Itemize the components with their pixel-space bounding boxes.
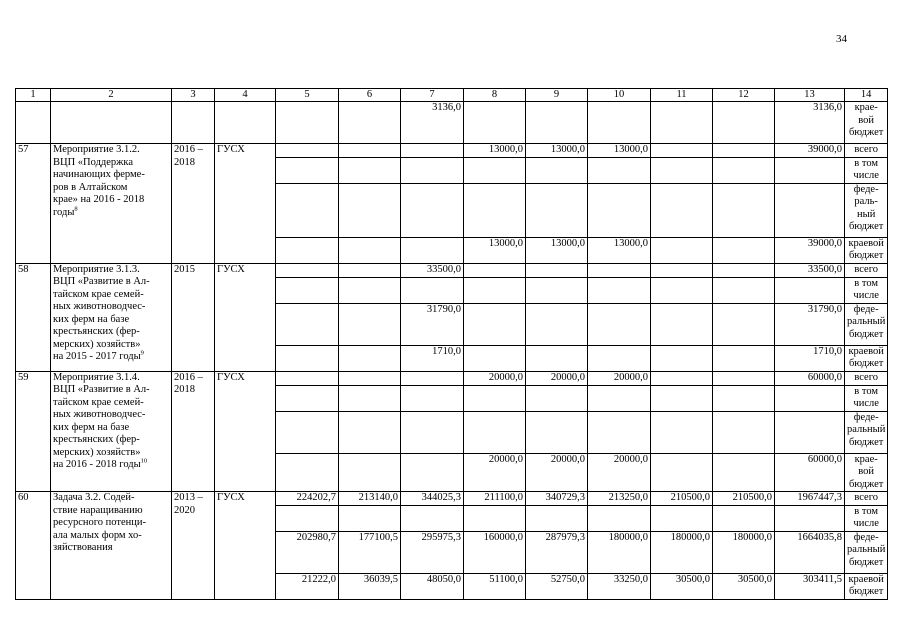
value-cell	[588, 277, 651, 303]
value-cell	[464, 263, 526, 277]
value-cell	[464, 385, 526, 411]
value-cell	[276, 263, 339, 277]
value-cell	[588, 385, 651, 411]
value-cell: 180000,0	[713, 531, 775, 573]
value-cell	[651, 453, 713, 492]
column-number: 14	[845, 89, 888, 102]
period: 2013 – 2020	[172, 492, 215, 600]
value-cell	[401, 505, 464, 531]
value-cell	[713, 183, 775, 237]
value-cell	[526, 102, 588, 144]
value-cell	[464, 411, 526, 453]
funding-source: феде- ральный бюджет	[845, 411, 888, 453]
value-cell	[651, 263, 713, 277]
value-cell	[651, 345, 713, 371]
value-cell	[713, 277, 775, 303]
value-cell	[464, 277, 526, 303]
value-cell	[588, 263, 651, 277]
value-cell	[339, 345, 401, 371]
page-number: 34	[836, 33, 847, 45]
value-cell	[651, 183, 713, 237]
row-number	[16, 102, 51, 144]
value-cell	[526, 157, 588, 183]
row-number: 60	[16, 492, 51, 600]
period	[172, 102, 215, 144]
value-cell	[713, 505, 775, 531]
value-cell	[339, 102, 401, 144]
column-number: 10	[588, 89, 651, 102]
value-cell	[339, 157, 401, 183]
footnote-mark: 10	[140, 457, 148, 465]
value-cell	[276, 102, 339, 144]
value-cell: 13000,0	[588, 237, 651, 263]
value-cell: 211100,0	[464, 492, 526, 506]
funding-source: крае- вой бюджет	[845, 102, 888, 144]
value-cell	[775, 385, 845, 411]
value-cell	[713, 385, 775, 411]
value-cell: 52750,0	[526, 573, 588, 599]
value-cell	[339, 505, 401, 531]
value-cell: 177100,5	[339, 531, 401, 573]
value-cell	[651, 277, 713, 303]
value-cell	[401, 183, 464, 237]
value-cell: 202980,7	[276, 531, 339, 573]
value-cell: 60000,0	[775, 371, 845, 385]
budget-table	[15, 88, 888, 600]
funding-source: всего	[845, 263, 888, 277]
funding-source: в том числе	[845, 385, 888, 411]
value-cell	[276, 183, 339, 237]
row-number: 58	[16, 263, 51, 371]
value-cell	[713, 303, 775, 345]
period: 2016 – 2018	[172, 144, 215, 264]
description-text: Задача 3.2. Содей- ствие наращиванию ресурсного потенци- ала малых форм хо- зяйствования	[53, 492, 146, 553]
value-cell	[713, 345, 775, 371]
value-cell: 20000,0	[526, 453, 588, 492]
value-cell	[588, 183, 651, 237]
description-text: Мероприятие 3.1.2. ВЦП «Поддержка начинающих ферме- ров в Алтайском крае» на 2016 - 2018 годы	[53, 144, 145, 218]
funding-source: всего	[845, 144, 888, 158]
value-cell	[713, 453, 775, 492]
value-cell: 1664035,8	[775, 531, 845, 573]
period: 2016 – 2018	[172, 371, 215, 492]
value-cell	[276, 345, 339, 371]
value-cell	[464, 303, 526, 345]
activity-description	[51, 263, 172, 371]
value-cell: 13000,0	[464, 237, 526, 263]
value-cell	[401, 157, 464, 183]
value-cell	[464, 102, 526, 144]
value-cell	[775, 277, 845, 303]
value-cell	[339, 385, 401, 411]
value-cell	[401, 277, 464, 303]
value-cell	[526, 277, 588, 303]
executor: ГУСХ	[215, 371, 276, 492]
value-cell: 33500,0	[401, 263, 464, 277]
value-cell	[401, 237, 464, 263]
value-cell	[526, 385, 588, 411]
value-cell	[775, 505, 845, 531]
value-cell: 210500,0	[651, 492, 713, 506]
column-number: 4	[215, 89, 276, 102]
value-cell: 13000,0	[526, 237, 588, 263]
value-cell: 31790,0	[775, 303, 845, 345]
continuation-row	[16, 102, 888, 144]
value-cell: 213250,0	[588, 492, 651, 506]
funding-source: в том числе	[845, 505, 888, 531]
period: 2015	[172, 263, 215, 371]
value-cell	[526, 505, 588, 531]
value-cell: 1967447,3	[775, 492, 845, 506]
value-cell	[401, 144, 464, 158]
value-cell	[276, 371, 339, 385]
value-cell	[339, 303, 401, 345]
value-cell	[401, 385, 464, 411]
value-cell	[464, 345, 526, 371]
value-cell: 13000,0	[464, 144, 526, 158]
funding-source: в том числе	[845, 157, 888, 183]
value-cell	[526, 345, 588, 371]
funding-source: краевой бюджет	[845, 345, 888, 371]
funding-source: феде- ральный бюджет	[845, 531, 888, 573]
value-cell: 340729,3	[526, 492, 588, 506]
value-cell	[588, 505, 651, 531]
value-cell: 20000,0	[464, 453, 526, 492]
value-cell	[526, 263, 588, 277]
value-cell: 344025,3	[401, 492, 464, 506]
value-cell: 30500,0	[651, 573, 713, 599]
value-cell	[651, 411, 713, 453]
value-cell	[588, 102, 651, 144]
value-cell: 20000,0	[588, 371, 651, 385]
executor: ГУСХ	[215, 144, 276, 264]
funding-source: в том числе	[845, 277, 888, 303]
value-cell	[339, 453, 401, 492]
footnote-mark: 8	[74, 205, 78, 212]
value-cell	[588, 411, 651, 453]
value-cell	[775, 157, 845, 183]
value-cell: 13000,0	[588, 144, 651, 158]
value-cell: 303411,5	[775, 573, 845, 599]
value-cell	[339, 411, 401, 453]
value-cell	[339, 237, 401, 263]
value-cell	[401, 371, 464, 385]
value-cell	[464, 183, 526, 237]
value-cell: 31790,0	[401, 303, 464, 345]
value-cell: 33250,0	[588, 573, 651, 599]
funding-source: краевой бюджет	[845, 237, 888, 263]
executor: ГУСХ	[215, 492, 276, 600]
value-cell: 224202,7	[276, 492, 339, 506]
executor	[215, 102, 276, 144]
value-cell: 20000,0	[526, 371, 588, 385]
column-number: 13	[775, 89, 845, 102]
activity-description	[51, 102, 172, 144]
value-cell	[651, 102, 713, 144]
column-number: 7	[401, 89, 464, 102]
value-cell	[276, 385, 339, 411]
column-number: 6	[339, 89, 401, 102]
activity-row	[16, 263, 888, 277]
value-cell	[276, 453, 339, 492]
value-cell	[339, 371, 401, 385]
funding-source: всего	[845, 371, 888, 385]
activity-row	[16, 492, 888, 506]
value-cell	[651, 505, 713, 531]
value-cell: 39000,0	[775, 144, 845, 158]
value-cell: 48050,0	[401, 573, 464, 599]
activity-description	[51, 371, 172, 492]
funding-source: всего	[845, 492, 888, 506]
value-cell	[588, 345, 651, 371]
value-cell: 160000,0	[464, 531, 526, 573]
row-number: 57	[16, 144, 51, 264]
funding-source: крае- вой бюджет	[845, 453, 888, 492]
value-cell: 39000,0	[775, 237, 845, 263]
value-cell: 180000,0	[651, 531, 713, 573]
value-cell	[713, 144, 775, 158]
activity-row	[16, 144, 888, 158]
value-cell	[526, 183, 588, 237]
value-cell: 210500,0	[713, 492, 775, 506]
value-cell	[276, 505, 339, 531]
value-cell	[651, 303, 713, 345]
column-number: 3	[172, 89, 215, 102]
value-cell	[339, 183, 401, 237]
value-cell	[276, 277, 339, 303]
value-cell	[775, 411, 845, 453]
value-cell	[276, 157, 339, 183]
column-number: 1	[16, 89, 51, 102]
description-text: Мероприятие 3.1.3. ВЦП «Развитие в Ал- тайском крае семей- ных животноводчес- ких ферм на базе крестьянских (фер- мерских) хозяйств» на 2015 - 2017 годы	[53, 263, 150, 362]
executor: ГУСХ	[215, 263, 276, 371]
value-cell: 1710,0	[775, 345, 845, 371]
value-cell	[526, 411, 588, 453]
value-cell: 20000,0	[588, 453, 651, 492]
value-cell	[651, 157, 713, 183]
activity-row	[16, 371, 888, 385]
value-cell	[713, 102, 775, 144]
activity-description	[51, 144, 172, 264]
value-cell	[464, 157, 526, 183]
value-cell	[651, 237, 713, 263]
value-cell: 51100,0	[464, 573, 526, 599]
value-cell	[775, 183, 845, 237]
funding-source: краевой бюджет	[845, 573, 888, 599]
column-number-row	[16, 89, 888, 102]
value-cell	[651, 371, 713, 385]
value-cell	[276, 411, 339, 453]
value-cell	[339, 277, 401, 303]
value-cell: 1710,0	[401, 345, 464, 371]
value-cell: 36039,5	[339, 573, 401, 599]
value-cell	[276, 144, 339, 158]
value-cell	[464, 505, 526, 531]
value-cell	[526, 303, 588, 345]
value-cell	[713, 263, 775, 277]
value-cell: 30500,0	[713, 573, 775, 599]
column-number: 5	[276, 89, 339, 102]
value-cell	[713, 371, 775, 385]
value-cell	[401, 453, 464, 492]
value-cell: 180000,0	[588, 531, 651, 573]
value-cell: 60000,0	[775, 453, 845, 492]
value-cell	[651, 144, 713, 158]
column-number: 9	[526, 89, 588, 102]
column-number: 11	[651, 89, 713, 102]
value-cell: 33500,0	[775, 263, 845, 277]
value-cell	[588, 157, 651, 183]
value-cell	[588, 303, 651, 345]
value-cell: 213140,0	[339, 492, 401, 506]
value-cell	[276, 237, 339, 263]
row-number: 59	[16, 371, 51, 492]
value-cell	[339, 263, 401, 277]
description-text: Мероприятие 3.1.4. ВЦП «Развитие в Ал- тайском крае семей- ных животноводчес- ких ферм на базе крестьянских (фер- мерских) хозяйств» на 2016 - 2018 годы	[53, 371, 150, 470]
footnote-mark: 9	[140, 349, 144, 357]
value-cell: 287979,3	[526, 531, 588, 573]
value-cell	[713, 157, 775, 183]
value-cell	[713, 237, 775, 263]
value-cell: 13000,0	[526, 144, 588, 158]
column-number: 8	[464, 89, 526, 102]
column-number: 12	[713, 89, 775, 102]
value-cell	[401, 411, 464, 453]
column-number: 2	[51, 89, 172, 102]
value-cell	[339, 144, 401, 158]
funding-source: феде- ральный бюджет	[845, 303, 888, 345]
value-cell	[651, 385, 713, 411]
value-cell: 3136,0	[401, 102, 464, 144]
activity-description	[51, 492, 172, 600]
funding-source: феде- раль- ный бюджет	[845, 183, 888, 237]
value-cell: 295975,3	[401, 531, 464, 573]
value-cell	[713, 411, 775, 453]
value-cell: 20000,0	[464, 371, 526, 385]
value-cell: 3136,0	[775, 102, 845, 144]
value-cell	[276, 303, 339, 345]
value-cell: 21222,0	[276, 573, 339, 599]
